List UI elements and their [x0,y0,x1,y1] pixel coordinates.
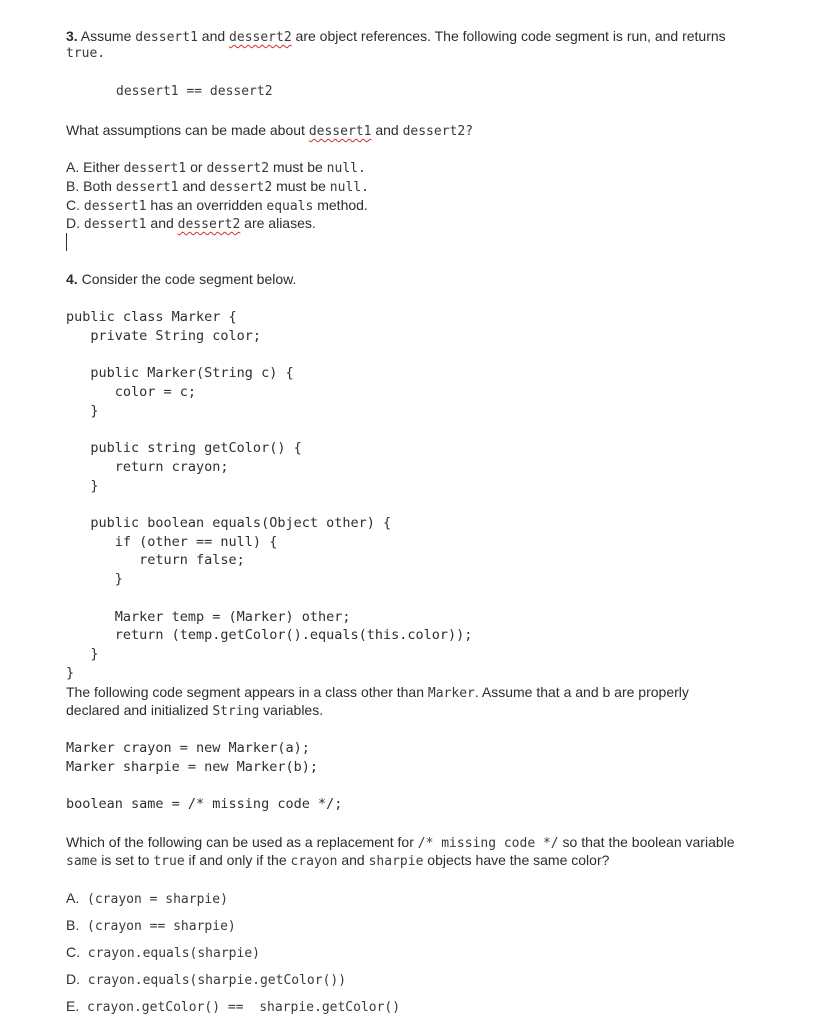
text: or [186,159,207,175]
q3-prompt-line1 [66,27,726,47]
code-line: Marker crayon = new Marker(a); [66,740,310,756]
code-inline: dessert1 [115,180,179,195]
q4-following-line1 [66,683,689,703]
q3-option-c [66,196,368,216]
code-inline-misspelled: dessert1 [308,124,372,139]
text: declared and initialized [66,702,213,718]
text: and [146,215,178,231]
q3-code: dessert1 == dessert2 [116,84,273,99]
q4-number: 4. [66,271,78,287]
code-line: public class Marker { [66,309,237,325]
code-inline: equals [266,199,314,214]
text: and [197,28,230,44]
code-inline: dessert1 [123,161,187,176]
option-letter: D. [66,971,80,987]
code-line: return (temp.getColor().equals(this.color)); [66,627,473,643]
code-inline: null. [329,180,369,195]
option-code: (crayon == sharpie) [87,919,236,934]
text: What assumptions can be made about [66,122,309,138]
q3-option-b [66,177,369,197]
code-inline: dessert2? [402,124,474,139]
option-code: crayon.equals(sharpie) [87,946,260,961]
code-line: private String color; [66,328,262,344]
text: has an overridden [146,197,267,213]
text: Assume [77,28,136,44]
code-inline: null. [326,161,366,176]
code-line: public string getColor() { [66,440,302,456]
q4-option-c [66,943,260,963]
q4-option-b [66,916,236,936]
text-cursor[interactable] [66,233,67,251]
text: are object references. The following code segment is run, and returns [291,28,726,44]
text: variables. [259,702,324,718]
text: are aliases. [240,215,316,231]
q4-option-d [66,970,346,990]
code-inline: dessert2 [209,180,273,195]
text: B. Both [66,178,116,194]
code-line: } [66,478,99,494]
q3-option-a [66,158,366,178]
code-line: public Marker(String c) { [66,365,294,381]
text: Which of the following can be used as a replacement for [66,834,418,850]
code-line: color = c; [66,384,197,400]
text: Consider the code segment below. [77,271,297,287]
code-line: public boolean equals(Object other) { [66,515,392,531]
code-inline: /* missing code */ [417,836,559,851]
option-letter: E. [66,998,80,1014]
option-letter: C. [66,944,80,960]
option-letter: B. [66,917,80,933]
code-line: } [66,571,123,587]
code-inline: dessert1 [83,199,147,214]
q4-prompt [66,270,296,288]
code-line: } [66,646,99,662]
code-line: boolean same = /* missing code */; [66,796,343,812]
code-line: return crayon; [66,459,229,475]
code-inline: dessert2 [206,161,270,176]
text: . Assume that a and b are properly [474,684,689,700]
option-code: crayon.getColor() == sharpie.getColor() [87,1000,401,1015]
code-line: } [66,665,75,681]
text: objects have the same color? [423,852,610,868]
q3-number: 3. [66,28,78,44]
code-inline: dessert1 [83,217,147,232]
text: and [178,178,210,194]
code-inline: crayon [290,854,338,869]
q4-which-line1 [66,833,735,853]
q3-question [66,121,473,141]
text: so that the boolean variable [558,834,735,850]
text: is set to [97,852,154,868]
option-code: (crayon = sharpie) [87,892,228,907]
q4-option-a [66,889,228,909]
text: and [337,852,369,868]
code-inline: String [212,704,260,719]
code-inline-misspelled: dessert2 [177,217,241,232]
q4-which-line2 [66,851,609,871]
q3-option-d [66,214,316,234]
code-line: } [66,403,99,419]
code-inline-misspelled: dessert2 [229,30,292,45]
q4-option-e [66,997,400,1017]
text: D. [66,215,84,231]
code-line: if (other == null) { [66,534,278,550]
code-line: return false; [66,552,245,568]
option-letter: A. [66,890,80,906]
code-inline: Marker [427,686,475,701]
text: and [371,122,403,138]
option-code: crayon.equals(sharpie.getColor()) [87,973,347,988]
text: if and only if the [184,852,291,868]
text: A. Either [66,159,124,175]
code-line: Marker temp = (Marker) other; [66,609,351,625]
code-inline: dessert1 [135,30,198,45]
code-inline: same [66,854,98,869]
text: method. [313,197,368,213]
text: C. [66,197,84,213]
text: The following code segment appears in a class other than [66,684,428,700]
q3-prompt-line2: true. [66,46,106,61]
code-inline: true [153,854,185,869]
code-inline: sharpie [368,854,424,869]
text: must be [269,159,327,175]
code-line: Marker sharpie = new Marker(b); [66,759,318,775]
text: must be [272,178,330,194]
q4-following-line2 [66,701,323,721]
